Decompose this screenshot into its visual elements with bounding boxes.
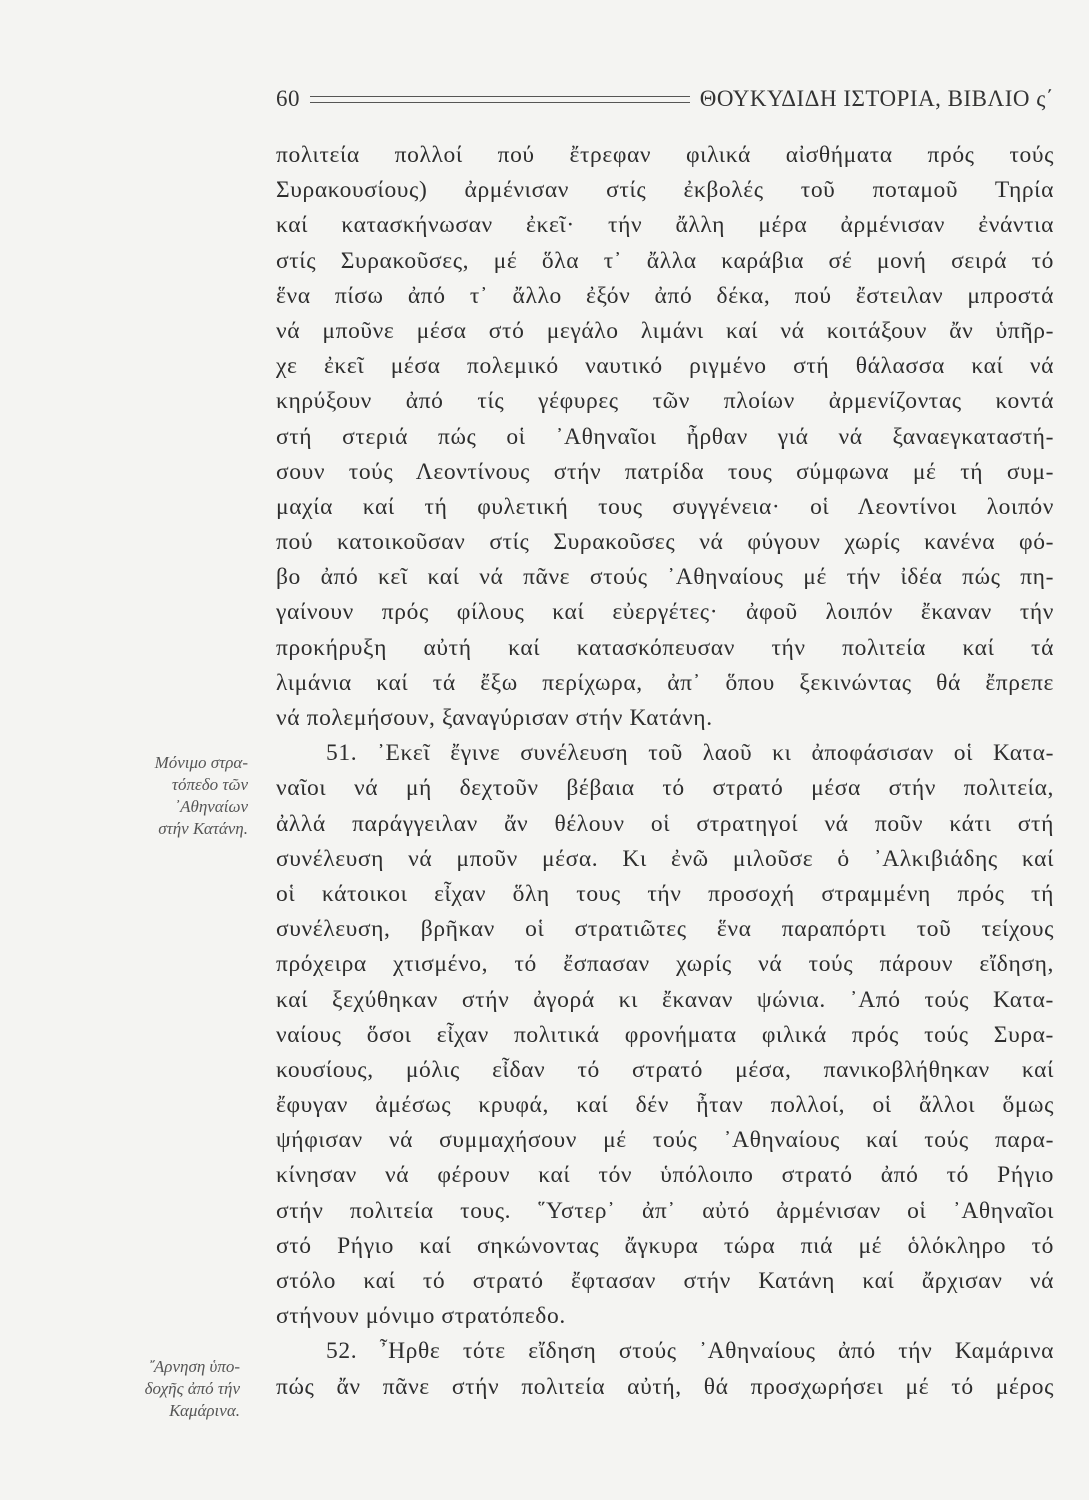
margin-note-camp [88,752,248,840]
text-line: νά μποῦνε μέσα στό μεγάλο λιμάνι καί νά κοιτάξουν ἄν ὑπῆρ- [276,317,1054,344]
text-line: κουσίους, μόλις εἶδαν τό στρατό μέσα, πανικοβλήθηκαν καί [276,1056,1054,1083]
margin-note-line: στήν Κατάνη. [158,819,248,838]
text-line: πρόχειρα χτισμένο, τό ἔσπασαν χωρίς νά τούς πάρουν εἴδηση, [276,951,1054,978]
text-line: προκήρυξη αὐτή καί κατασκόπευσαν τήν πολιτεία καί τά [276,634,1054,661]
text-line: βο ἀπό κεῖ καί νά πᾶνε στούς ᾿Αθηναίους μέ τήν ἰδέα πώς πη- [276,564,1054,591]
text-line: ναίους ὅσοι εἶχαν πολιτικά φρονήματα φιλικά πρός τούς Συρα- [276,1021,1054,1048]
text-line: στήν πολιτεία τους. ῞Υστερ᾿ ἀπ᾿ αὐτό ἀρμένισαν οἱ ᾿Αθηναῖοι [276,1197,1054,1224]
text-line: καί ξεχύθηκαν στήν ἀγορά κι ἔκαναν ψώνια. ᾿Από τούς Κατα- [276,986,1054,1013]
text-line: ἔφυγαν ἀμέσως κρυφά, καί δέν ἦταν πολλοί, οἱ ἄλλοι ὅμως [276,1092,1054,1119]
text-line: ναῖοι νά μή δεχτοῦν βέβαια τό στρατό μέσα στήν πολιτεία, [276,775,1054,802]
margin-note-line: ῎Αρνηση ὑπο- [148,1357,240,1376]
text-line: κηρύξουν ἀπό τίς γέφυρες τῶν πλοίων ἀρμενίζοντας κοντά [276,388,1054,415]
margin-note-line: Μόνιμο στρα- [154,753,248,772]
margin-note-line: ᾿Αθηναίων [174,797,248,816]
paragraph-last-line: νά πολεμήσουν, ξαναγύρισαν στήν Κατάνη. [276,705,713,731]
text-line: ἕνα πίσω ἀπό τ᾿ ἄλλο ἐξόν ἀπό δέκα, πού ἔστειλαν μπροστά [276,282,1054,309]
page-header [276,82,1054,116]
text-line: στή στεριά πώς οἱ ᾿Αθηναῖοι ἦρθαν γιά νά ξαναεγκαταστή- [276,423,1054,450]
text-line: πώς ἄν πᾶνε στήν πολιτεία αὐτή, θά προσχωρήσει μέ τό μέρος [276,1373,1054,1400]
margin-note-line: δοχῆς ἀπό τήν [144,1379,240,1398]
margin-note-line: Καμάρινα. [169,1401,240,1420]
text-line: ἀλλά παράγγειλαν ἄν θέλουν οἱ στρατηγοί νά ποῦν κάτι στή [276,810,1054,837]
text-line: κίνησαν νά φέρουν καί τόν ὑπόλοιπο στρατό ἀπό τό Ρήγιο [276,1162,1054,1189]
paragraph-52-start: 52. ῏Ηρθε τότε εἴδηση στούς ᾿Αθηναίους ἀπό τήν Καμάρινα [326,1338,1054,1365]
text-line: συνέλευση νά μποῦν μέσα. Κι ἐνῶ μιλοῦσε ὁ ᾿Αλκιβιάδης καί [276,845,1054,872]
text-line: στό Ρήγιο καί σηκώνοντας ἄγκυρα τώρα πιά μέ ὁλόκληρο τό [276,1232,1054,1259]
margin-note-line: τόπεδο τῶν [171,775,248,794]
text-line: Συρακουσίους) ἀρμένισαν στίς ἐκβολές τοῦ ποταμοῦ Τηρία [276,177,1054,204]
text-line: χε ἐκεῖ μέσα πολεμικό ναυτικό ριγμένο στή θάλασσα καί νά [276,353,1054,380]
text-line: καί κατασκήνωσαν ἐκεῖ· τήν ἄλλη μέρα ἀρμένισαν ἐνάντια [276,212,1054,239]
main-text [276,138,1054,1405]
running-title: ΘΟΥΚΥΔΙΔΗ ΙΣΤΟΡΙΑ, ΒΙΒΛΙΟ ς΄ [699,86,1054,111]
text-line: σουν τούς Λεοντίνους στήν πατρίδα τους σύμφωνα μέ τή συμ- [276,458,1054,485]
paragraph-last-line: στήνουν μόνιμο στρατόπεδο. [276,1303,566,1330]
text-line: στόλο καί τό στρατό ἔφτασαν στήν Κατάνη καί ἄρχισαν νά [276,1268,1054,1294]
paragraph-51-start: 51. ᾿Εκεῖ ἔγινε συνέλευση τοῦ λαοῦ κι ἀποφάσισαν οἱ Κατα- [326,740,1054,767]
text-line: συνέλευση, βρῆκαν οἱ στρατιῶτες ἕνα παραπόρτι τοῦ τείχους [276,916,1054,943]
page-number: 60 [276,86,300,111]
margin-note-camarina [80,1356,240,1422]
text-line: στίς Συρακοῦσες, μέ ὅλα τ᾿ ἄλλα καράβια σέ μονή σειρά τό [276,247,1054,274]
header-rule [310,96,690,103]
text-line: μαχία καί τή φυλετική τους συγγένεια· οἱ Λεοντίνοι λοιπόν [276,493,1054,520]
text-line: πού κατοικοῦσαν στίς Συρακοῦσες νά φύγουν χωρίς κανένα φό- [276,529,1054,556]
text-line: λιμάνια καί τά ἔξω περίχωρα, ἀπ᾿ ὅπου ξεκινώντας θά ἔπρεπε [276,669,1054,696]
text-line: γαίνουν πρός φίλους καί εὐεργέτες· ἀφοῦ λοιπόν ἔκαναν τήν [276,599,1054,626]
text-line: οἱ κάτοικοι εἶχαν ὅλη τους τήν προσοχή στραμμένη πρός τή [276,880,1054,907]
text-line: πολιτεία πολλοί πού ἔτρεφαν φιλικά αἰσθήματα πρός τούς [276,142,1054,168]
text-line: ψήφισαν νά συμμαχήσουν μέ τούς ᾿Αθηναίους καί τούς παρα- [276,1127,1054,1154]
